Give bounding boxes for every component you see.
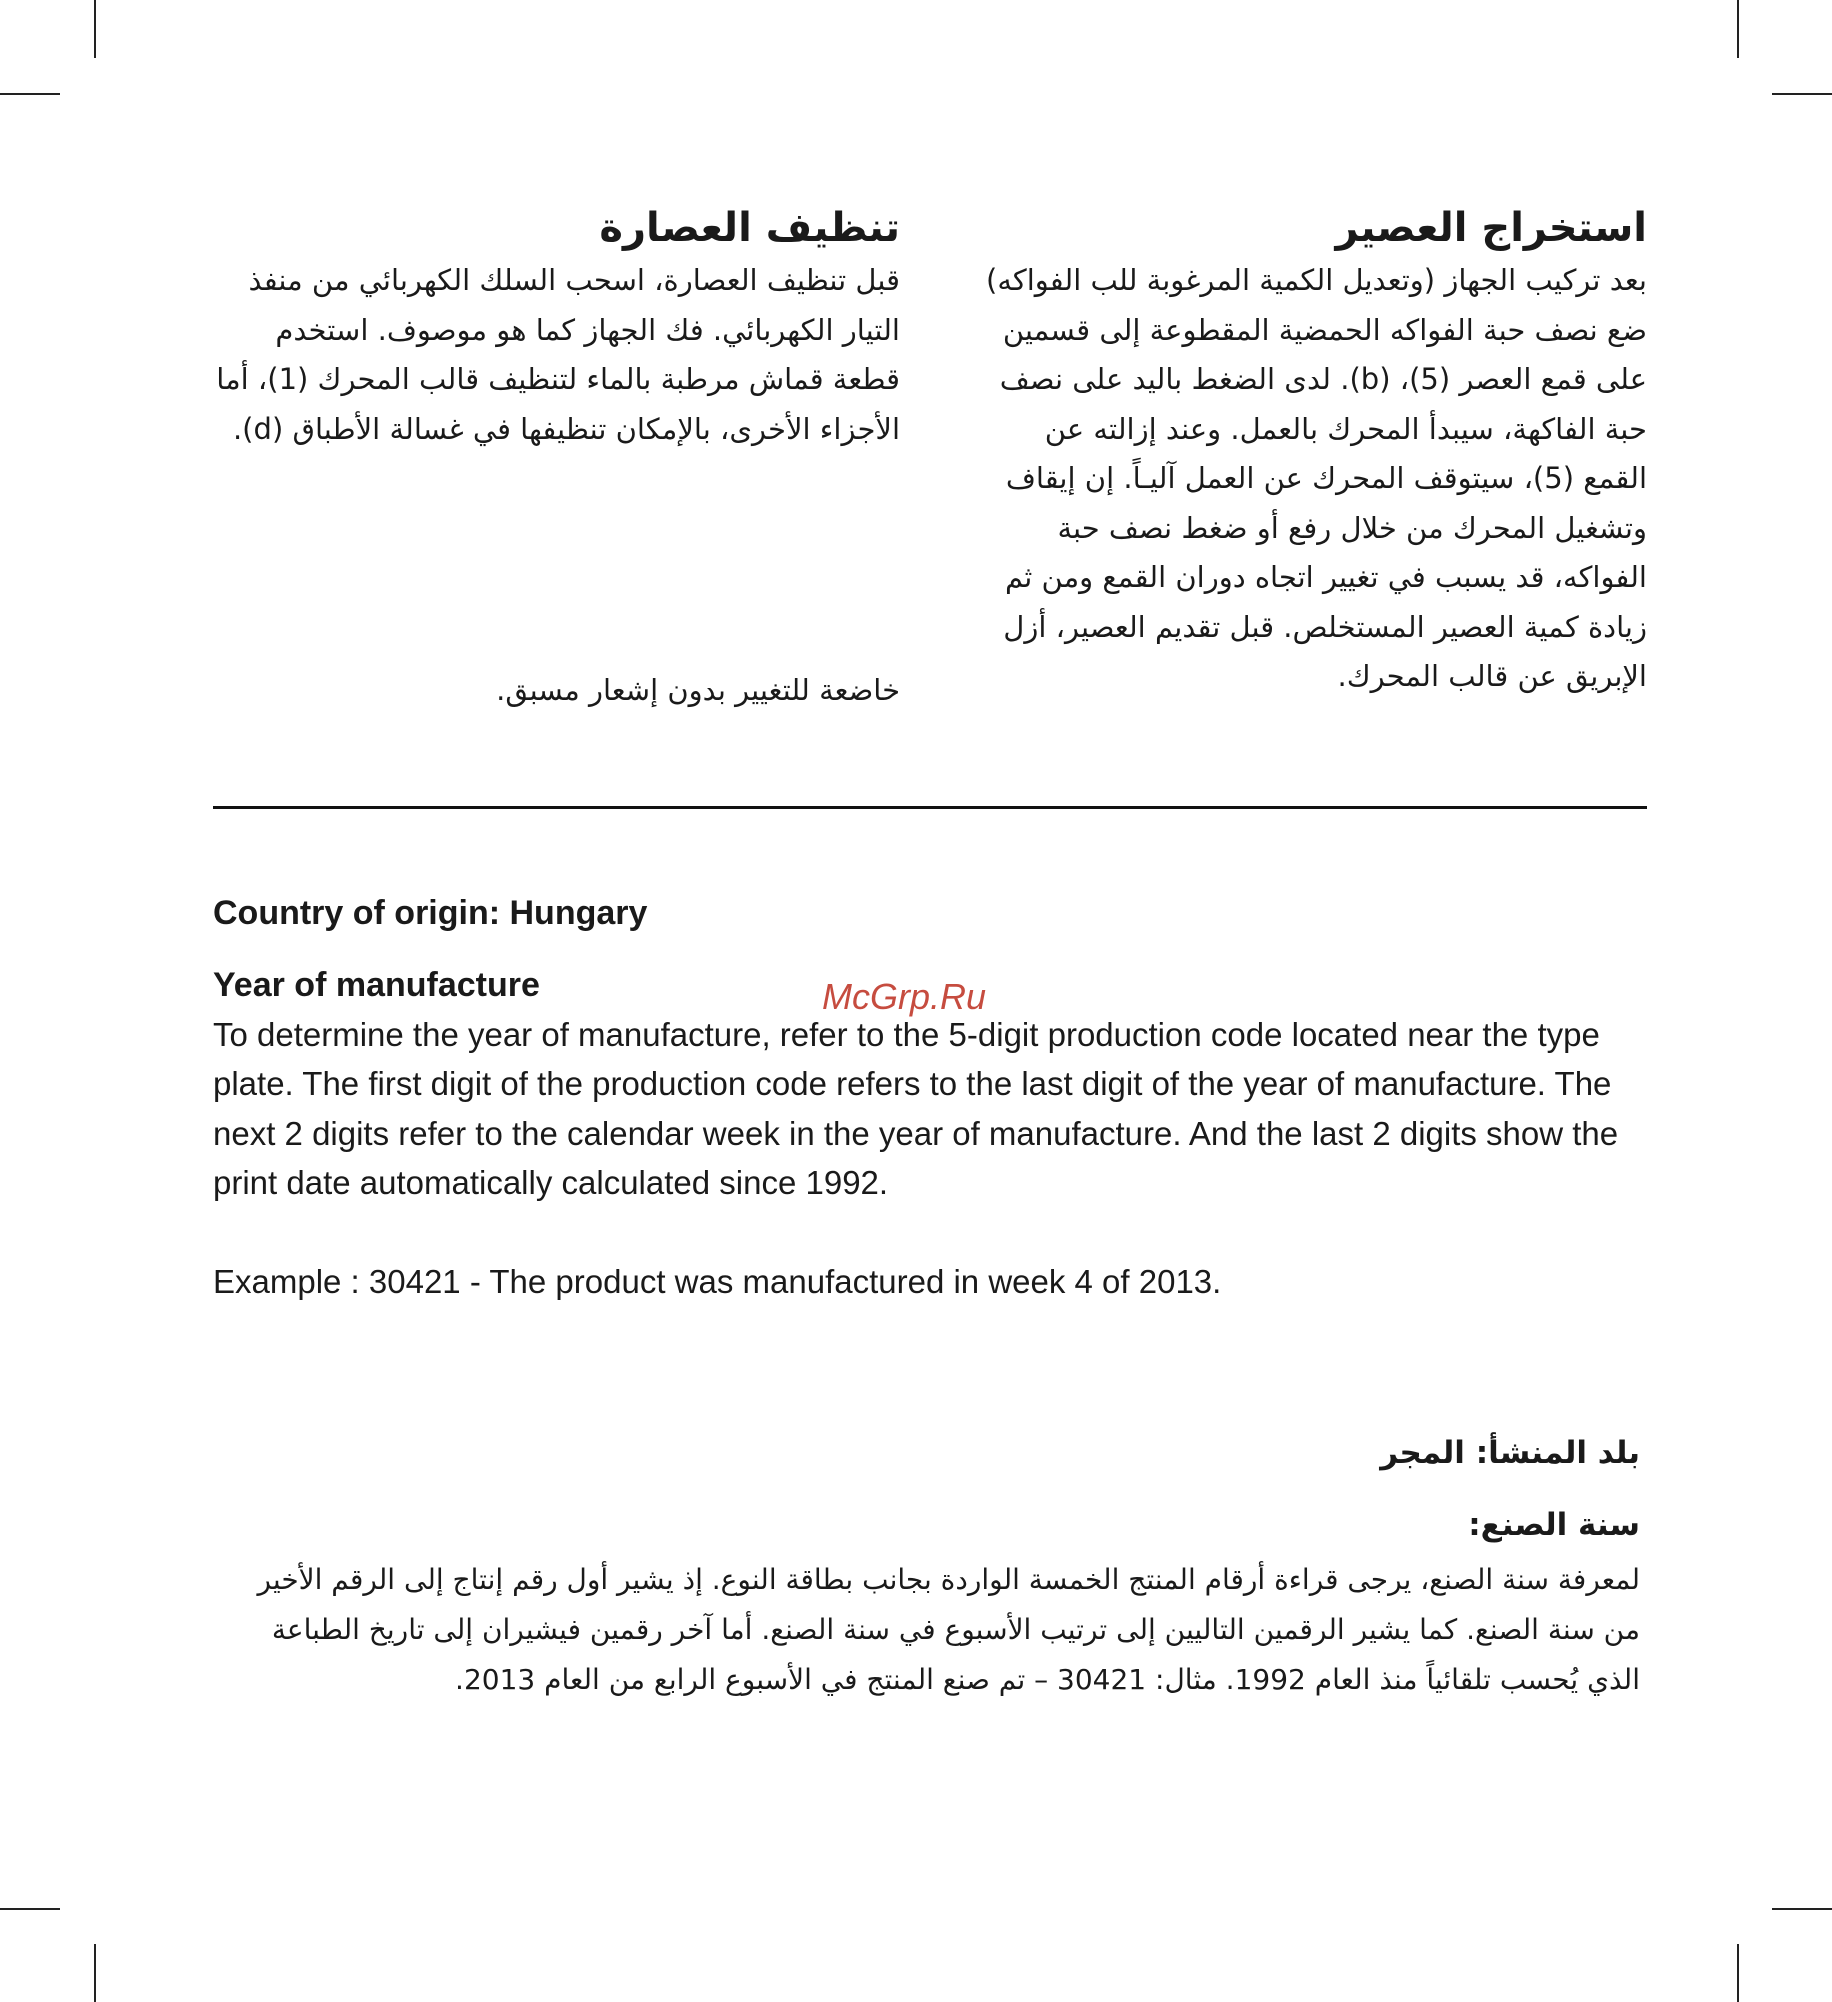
crop-mark-top-left bbox=[94, 0, 96, 58]
crop-mark-top-right-h bbox=[1772, 93, 1832, 95]
juice-extraction-section bbox=[975, 200, 1647, 702]
crop-mark-bottom-right-h bbox=[1772, 1908, 1832, 1910]
cleaning-heading: تنظيف العصارة bbox=[599, 205, 900, 251]
crop-mark-top-left-h bbox=[0, 93, 60, 95]
crop-mark-bottom-left bbox=[94, 1944, 96, 2002]
crop-mark-bottom-left-h bbox=[0, 1908, 60, 1910]
manufacture-example: Example : 30421 - The product was manufactured in week 4 of 2013. bbox=[213, 1263, 1222, 1300]
cleaning-body: قبل تنظيف العصارة، اسحب السلك الكهربائي من منفذ التيار الكهربائي. فك الجهاز كما هو موصوف. استخدم قطعة قماش مرطبة بالماء لتنظيف قالب المحرك (1)، أما الأجزاء الأخرى، بالإمكان تنظيفها في غسالة الأطباق (d). bbox=[216, 263, 900, 446]
year-of-manufacture-title: Year of manufacture bbox=[213, 966, 540, 1004]
crop-mark-bottom-right bbox=[1737, 1944, 1739, 2002]
arabic-year-of-manufacture-title: سنة الصنع: bbox=[1468, 1507, 1640, 1543]
juice-extraction-body: بعد تركيب الجهاز (وتعديل الكمية المرغوبة للب الفواكه) ضع نصف حبة الفواكه الحمضية المقطوعة إلى قسمين على قمع العصر (5)، (b). لدى الضغط باليد على نصف حبة الفاكهة، سيبدأ المحرك بالعمل. وعند إزالته عن القمع (5)، سيتوقف المحرك عن العمل آليـاً. إن إيقاف وتشغيل المحرك من خلال رفع أو ضغط نصف حبة الفواكه، قد يسبب في تغيير اتجاه دوران القمع ومن ثم زيادة كمية العصير المستخلص. قبل تقديم العصير، أزل الإبريق عن قالب المحرك. bbox=[986, 263, 1647, 693]
arabic-year-of-manufacture-body: لمعرفة سنة الصنع، يرجى قراءة أرقام المنتج الخمسة الواردة بجانب بطاقة النوع. إذ يشير أول رقم إنتاج إلى الرقم الأخير من سنة الصنع. كما يشير الرقمين التاليين إلى ترتيب الأسبوع في سنة الصنع. أما آخر رقمين فيشيران إلى تاريخ الطباعة الذي يُحسب تلقائياً منذ العام 1992. مثال: 30421 – تم صنع المنتج في الأسبوع الرابع من العام 2013. bbox=[257, 1563, 1640, 1696]
section-divider bbox=[213, 806, 1647, 809]
watermark: McGrp.Ru bbox=[822, 976, 987, 1017]
juice-extraction-heading: استخراج العصير bbox=[1335, 205, 1647, 251]
cleaning-section bbox=[200, 200, 900, 454]
crop-mark-top-right bbox=[1737, 0, 1739, 58]
arabic-country-of-origin: بلد المنشأ: المجر bbox=[1380, 1435, 1640, 1471]
change-notice: خاضعة للتغيير بدون إشعار مسبق. bbox=[496, 673, 900, 707]
country-of-origin: Country of origin: Hungary bbox=[213, 894, 648, 932]
year-of-manufacture-body: To determine the year of manufacture, refer to the 5-digit production code located near the type plate. The first digit of the production code refers to the last digit of the year of manufacture. The next 2 digits refer to the calendar week in the year of manufacture. And the last 2 digits show the print date automatically calculated since 1992. bbox=[213, 1016, 1619, 1202]
